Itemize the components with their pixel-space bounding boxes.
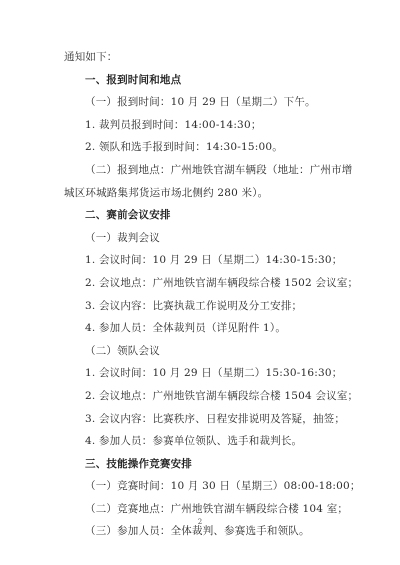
intro-text: 通知如下： (64, 51, 118, 63)
section1-line: （一）报到时间：10 月 29 日（星期二）下午。 (85, 96, 316, 109)
referee-meeting-line: 4. 参加人员：全体裁判员（详见附件 1）。 (85, 322, 287, 335)
referee-meeting-line: 1. 会议时间：10 月 29 日（星期二）14:30-15:30； (85, 254, 343, 267)
referee-meeting-line: 3. 会议内容：比赛执裁工作说明及分工安排； (85, 299, 303, 312)
section3-line: （一）竞赛时间：10 月 30 日（星期三）08:00-18:00； (85, 480, 361, 493)
leader-meeting-line: 4. 参加人员：参赛单位领队、选手和裁判长。 (85, 435, 303, 448)
referee-meeting-title: （一）裁判会议 (85, 231, 160, 244)
section1-line-continuation: 城区环城路集邦货运市场北侧约 280 米）。 (64, 186, 269, 199)
section1-heading: 一、报到时间和地点 (85, 73, 182, 86)
leader-meeting-title: （二）领队会议 (85, 344, 160, 357)
section3-line: （二）竞赛地点：广州地铁官湖车辆段综合楼 104 室； (85, 502, 349, 515)
document-body (64, 46, 361, 543)
leader-meeting-line: 2. 会议地点：广州地铁官湖车辆段综合楼 1504 会议室； (85, 389, 359, 402)
leader-meeting-line: 3. 会议内容：比赛秩序、日程安排说明及答疑，抽签； (85, 412, 346, 425)
section3-line: （三）参加人员：全体裁判、参赛选手和领队。 (85, 525, 310, 538)
section1-line: 2. 领队和选手报到时间：14:30-15:00。 (85, 141, 283, 154)
referee-meeting-line: 2. 会议地点：广州地铁官湖车辆段综合楼 1502 会议室； (85, 276, 359, 289)
section1-line: （二）报到地点：广州地铁官湖车辆段（地址：广州市增 (85, 163, 353, 176)
section3-heading: 三、技能操作竞赛安排 (85, 457, 192, 470)
section2-heading: 二、赛前会议安排 (85, 209, 171, 222)
leader-meeting-line: 1. 会议时间：10 月 29 日（星期二）15:30-16:30； (85, 367, 343, 380)
section1-line: 1. 裁判员报到时间：14:00-14:30； (85, 118, 262, 131)
page-number: 2 (197, 518, 203, 526)
